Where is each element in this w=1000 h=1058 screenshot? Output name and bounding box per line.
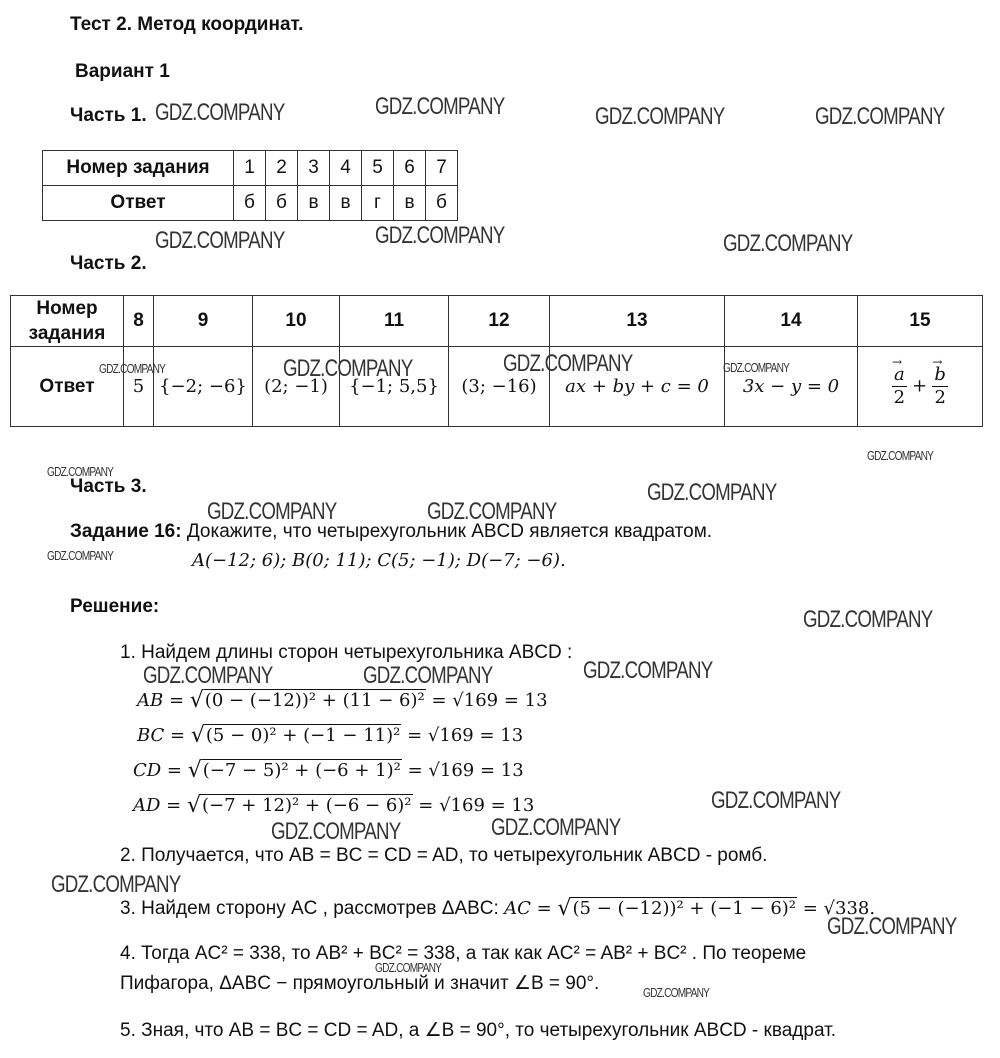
task-number-cell: 7 (426, 151, 458, 186)
step3-text: 3. Найдем сторону AC , рассмотрев ΔABC: (120, 898, 499, 919)
part3-label: Часть 3. (70, 476, 147, 497)
part1-label: Часть 1. (70, 105, 147, 126)
task-number-cell: 3 (298, 151, 330, 186)
equation-ad (133, 793, 534, 818)
answer-cell: (3; −16) (449, 347, 550, 427)
solution-step-3 (120, 896, 875, 921)
answer-cell: в (394, 186, 426, 221)
watermark: GDZ.COMPANY (375, 93, 505, 120)
watermark: GDZ.COMPANY (491, 814, 621, 841)
task16 (70, 521, 712, 543)
equation-lhs: CD = (133, 760, 183, 781)
watermark: GDZ.COMPANY (815, 103, 945, 130)
answer-cell: 3x − y = 0 (725, 347, 858, 427)
task-number-cell: 5 (362, 151, 394, 186)
equation-lhs: AD = (133, 795, 182, 816)
plus-sign: + (912, 375, 928, 397)
watermark: GDZ.COMPANY (723, 360, 790, 375)
watermark: GDZ.COMPANY (47, 464, 114, 479)
denominator: 2 (934, 387, 946, 408)
task-number-cell: 2 (266, 151, 298, 186)
task-number-cell: 11 (340, 296, 449, 347)
page-title: Тест 2. Метод координат. (70, 14, 304, 35)
answer-cell: б (266, 186, 298, 221)
sqrt-icon: √ (557, 896, 572, 921)
task-number-cell: 15 (858, 296, 983, 347)
task16-points: A(−12; 6); B(0; 11); C(5; −1); D(−7; −6). (192, 550, 566, 571)
radicand: (5 − 0)² + (−1 − 11)² (205, 725, 401, 746)
answer-cell: в (330, 186, 362, 221)
watermark: GDZ.COMPANY (375, 960, 442, 975)
task-number-cell: 13 (550, 296, 725, 347)
equation-rhs: = √169 = 13 (407, 725, 524, 746)
variant-label: Вариант 1 (75, 61, 170, 82)
fraction (892, 364, 907, 409)
part1-answer-table (42, 150, 458, 221)
watermark: GDZ.COMPANY (143, 662, 273, 689)
answer-cell: {−2; −6} (154, 347, 253, 427)
sqrt-icon: √ (187, 758, 202, 783)
radicand: (5 − (−12))² + (−1 − 6)² (572, 898, 797, 919)
watermark: GDZ.COMPANY (803, 606, 933, 633)
equation-rhs: = √169 = 13 (407, 760, 524, 781)
watermark: GDZ.COMPANY (723, 230, 853, 257)
answer-cell: б (426, 186, 458, 221)
denominator: 2 (893, 387, 906, 408)
part2-label: Часть 2. (70, 253, 147, 274)
watermark: GDZ.COMPANY (155, 99, 285, 126)
watermark: GDZ.COMPANY (867, 448, 934, 463)
table-row (43, 151, 458, 186)
equation-lhs: BC = (137, 725, 186, 746)
task-number-cell: 8 (124, 296, 154, 347)
watermark: GDZ.COMPANY (207, 498, 337, 525)
task-number-header: Номер задания (43, 151, 234, 186)
answer-cell: (2; −1) (253, 347, 340, 427)
equation-lhs: AB = (137, 690, 185, 711)
watermark: GDZ.COMPANY (47, 548, 114, 563)
answer-cell: 5 (124, 347, 154, 427)
solution-step-2: 2. Получается, что AB = BC = CD = AD, то четырехугольник ABCD - ромб. (120, 845, 768, 866)
watermark: GDZ.COMPANY (283, 355, 413, 382)
answer-header: Ответ (43, 186, 234, 221)
task-number-cell: 6 (394, 151, 426, 186)
equation-ab (137, 688, 548, 713)
watermark: GDZ.COMPANY (583, 657, 713, 684)
task-number-header: Номер задания (11, 296, 124, 347)
solution-step-4-line1: 4. Тогда AC² = 338, то AB² + BC² = 338, а так как AC² = AB² + BC² . По теореме (120, 943, 807, 964)
answer-cell: г (362, 186, 394, 221)
table-row (11, 296, 983, 347)
sqrt-icon: √ (189, 688, 204, 713)
watermark: GDZ.COMPANY (643, 985, 710, 1000)
sqrt-icon: √ (186, 793, 201, 818)
watermark: GDZ.COMPANY (503, 350, 633, 377)
watermark: GDZ.COMPANY (647, 479, 777, 506)
task-number-cell: 12 (449, 296, 550, 347)
answer-cell: б (234, 186, 266, 221)
answer-cell-15 (858, 347, 983, 427)
task-number-cell: 14 (725, 296, 858, 347)
watermark: GDZ.COMPANY (271, 818, 401, 845)
watermark: GDZ.COMPANY (363, 662, 493, 689)
solution-label: Решение: (70, 596, 160, 617)
task-number-cell: 4 (330, 151, 362, 186)
watermark: GDZ.COMPANY (375, 222, 505, 249)
watermark: GDZ.COMPANY (155, 227, 285, 254)
radicand: (−7 − 5)² + (−6 + 1)² (202, 760, 401, 781)
answer-cell: {−1; 5,5} (340, 347, 449, 427)
watermark: GDZ.COMPANY (827, 913, 957, 940)
table-row (11, 347, 983, 427)
radicand: (−7 + 12)² + (−6 − 6)² (202, 795, 412, 816)
equation-rhs: = √338. (802, 898, 876, 919)
answer-cell: ax + by + c = 0 (550, 347, 725, 427)
equation-bc (137, 723, 523, 748)
solution-step-1: 1. Найдем длины сторон четырехугольника ABCD : (120, 642, 573, 663)
equation-rhs: = √169 = 13 (418, 795, 535, 816)
watermark: GDZ.COMPANY (427, 498, 557, 525)
equation-cd (133, 758, 524, 783)
equation-rhs: = √169 = 13 (431, 690, 548, 711)
answer-header: Ответ (11, 347, 124, 427)
task-number-cell: 1 (234, 151, 266, 186)
radicand: (0 − (−12))² + (11 − 6)² (204, 690, 425, 711)
watermark: GDZ.COMPANY (99, 361, 166, 376)
equation-lhs: AC = (504, 898, 552, 919)
table-row (43, 186, 458, 221)
task16-text: Докажите, что четырехугольник ABCD является квадратом. (186, 521, 713, 542)
task-number-cell: 9 (154, 296, 253, 347)
watermark: GDZ.COMPANY (51, 871, 181, 898)
task16-label: Задание 16: (70, 521, 182, 542)
answer-cell: в (298, 186, 330, 221)
solution-step-5: 5. Зная, что AB = BC = CD = AD, а ∠B = 90°, то четырехугольник ABCD - квадрат. (120, 1020, 836, 1041)
sqrt-icon: √ (190, 723, 205, 748)
vector-b: → b (934, 364, 946, 386)
fraction (932, 364, 948, 409)
vector-a: → a (894, 364, 905, 386)
watermark: GDZ.COMPANY (595, 103, 725, 130)
solution-step-4-line2: Пифагора, ΔABC − прямоугольный и значит ∠B = 90°. (120, 973, 600, 994)
task-number-cell: 10 (253, 296, 340, 347)
watermark: GDZ.COMPANY (711, 787, 841, 814)
